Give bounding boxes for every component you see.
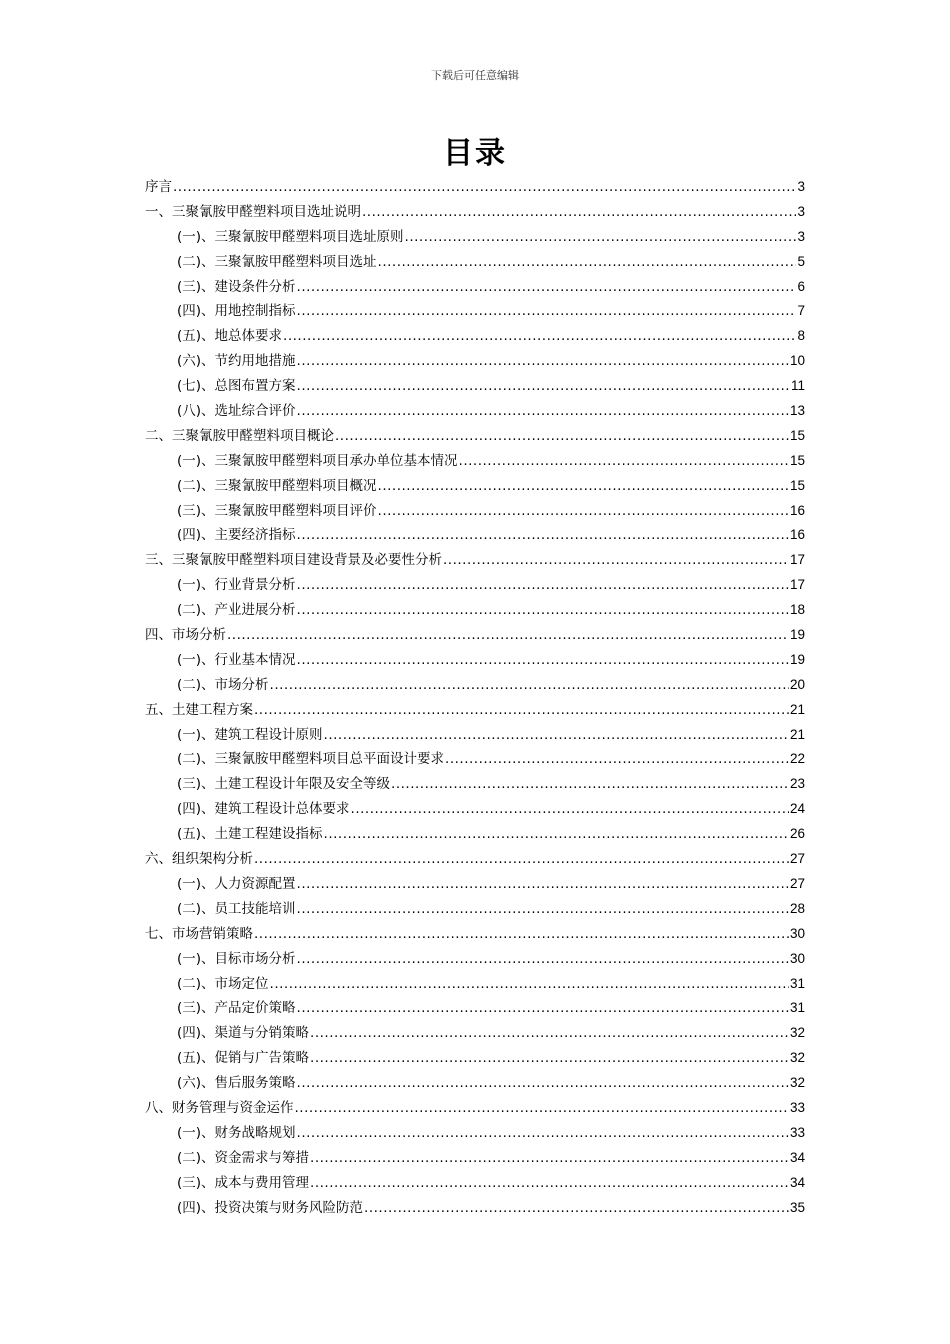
- toc-dot-leader: [362, 200, 796, 225]
- toc-dot-leader: [297, 275, 797, 300]
- toc-dot-leader: [297, 897, 789, 922]
- toc-page-number: 33: [789, 1124, 805, 1140]
- toc-entry[interactable]: [145, 1046, 805, 1071]
- toc-dot-leader: [405, 225, 797, 250]
- toc-dot-leader: [391, 772, 789, 797]
- toc-page-number: 19: [789, 651, 805, 667]
- toc-entry[interactable]: [145, 374, 805, 399]
- toc-entry[interactable]: [145, 1021, 805, 1046]
- toc-entry[interactable]: [145, 1121, 805, 1146]
- toc-entry-text: 五、土建工程方案: [145, 701, 253, 718]
- toc-page-number: 7: [797, 303, 805, 319]
- toc-dot-leader: [297, 374, 790, 399]
- toc-entry[interactable]: [145, 1146, 805, 1171]
- toc-entry-text: (一)、三聚氰胺甲醛塑料项目选址原则: [177, 228, 404, 245]
- toc-entry-text: (二)、三聚氰胺甲醛塑料项目选址: [177, 253, 377, 270]
- toc-entry[interactable]: [145, 872, 805, 897]
- toc-page-number: 21: [789, 726, 805, 742]
- toc-page-number: 17: [789, 577, 805, 593]
- toc-entry[interactable]: [145, 573, 805, 598]
- toc-page-number: 13: [789, 403, 805, 419]
- toc-entry[interactable]: [145, 972, 805, 997]
- header-note: 下载后可任意编辑: [431, 69, 519, 82]
- toc-dot-leader: [310, 1171, 789, 1196]
- toc-entry-text: (五)、地总体要求: [177, 328, 283, 345]
- toc-dot-leader: [173, 175, 796, 200]
- toc-dot-leader: [297, 947, 789, 972]
- toc-dot-leader: [295, 1096, 789, 1121]
- toc-entry-text: (二)、员工技能培训: [177, 900, 296, 917]
- toc-page-number: 15: [789, 452, 805, 468]
- toc-page-number: 19: [789, 627, 805, 643]
- toc-dot-leader: [445, 747, 789, 772]
- toc-entry[interactable]: [145, 897, 805, 922]
- toc-page-number: 22: [789, 751, 805, 767]
- toc-entry-text: (五)、促销与广告策略: [177, 1050, 310, 1067]
- toc-dot-leader: [270, 673, 789, 698]
- toc-dot-leader: [297, 399, 789, 424]
- toc-page-number: 10: [789, 353, 805, 369]
- toc-page-number: 8: [797, 328, 805, 344]
- toc-dot-leader: [254, 847, 789, 872]
- toc-dot-leader: [310, 1046, 789, 1071]
- toc-entry[interactable]: [145, 1071, 805, 1096]
- toc-entry-text: (二)、三聚氰胺甲醛塑料项目概况: [177, 477, 377, 494]
- toc-title: 目录: [443, 136, 507, 171]
- toc-entry-text: 二、三聚氰胺甲醛塑料项目概论: [145, 427, 334, 444]
- toc-page-number: 3: [797, 203, 805, 219]
- toc-entry[interactable]: [145, 698, 805, 723]
- toc-dot-leader: [297, 598, 789, 623]
- toc-entry[interactable]: [145, 175, 805, 200]
- toc-entry[interactable]: [145, 200, 805, 225]
- toc-dot-leader: [459, 449, 789, 474]
- toc-entry[interactable]: [145, 1096, 805, 1121]
- toc-page-number: 31: [789, 1000, 805, 1016]
- toc-entry[interactable]: [145, 797, 805, 822]
- toc-entry-text: (六)、节约用地措施: [177, 353, 296, 370]
- toc-dot-leader: [270, 972, 789, 997]
- toc-dot-leader: [378, 474, 789, 499]
- toc-page-number: 16: [789, 502, 805, 518]
- toc-entry[interactable]: [145, 922, 805, 947]
- toc-dot-leader: [283, 324, 796, 349]
- toc-dot-leader: [351, 797, 789, 822]
- toc-dot-leader: [335, 424, 789, 449]
- toc-page-number: 16: [789, 527, 805, 543]
- toc-entry[interactable]: [145, 1171, 805, 1196]
- toc-entry[interactable]: [145, 723, 805, 748]
- toc-dot-leader: [324, 822, 789, 847]
- toc-dot-leader: [310, 1021, 789, 1046]
- toc-page-number: 34: [789, 1174, 805, 1190]
- toc-entry-text: (四)、投资决策与财务风险防范: [177, 1199, 364, 1216]
- toc-dot-leader: [227, 623, 789, 648]
- toc-page-number: 32: [789, 1050, 805, 1066]
- toc-page-number: 31: [789, 975, 805, 991]
- toc-dot-leader: [297, 523, 789, 548]
- toc-entry-text: (一)、行业背景分析: [177, 577, 296, 594]
- toc-dot-leader: [297, 996, 789, 1021]
- toc-entry-text: 三、三聚氰胺甲醛塑料项目建设背景及必要性分析: [145, 552, 442, 569]
- toc-entry[interactable]: [145, 225, 805, 250]
- toc-entry-text: (四)、主要经济指标: [177, 527, 296, 544]
- toc-entry-text: (一)、三聚氰胺甲醛塑料项目承办单位基本情况: [177, 452, 458, 469]
- toc-dot-leader: [378, 499, 789, 524]
- toc-entry[interactable]: [145, 523, 805, 548]
- toc-entry[interactable]: [145, 772, 805, 797]
- toc-page-number: 23: [789, 776, 805, 792]
- toc-dot-leader: [297, 349, 789, 374]
- toc-entry-text: (八)、选址综合评价: [177, 403, 296, 420]
- toc-page-number: 24: [789, 801, 805, 817]
- toc-entry[interactable]: [145, 548, 805, 573]
- toc-entry[interactable]: [145, 449, 805, 474]
- toc-entry-text: (二)、资金需求与筹措: [177, 1149, 310, 1166]
- toc-page-number: 15: [789, 427, 805, 443]
- toc-entry-text: (四)、建筑工程设计总体要求: [177, 801, 350, 818]
- toc-page-number: 30: [789, 925, 805, 941]
- toc-entry-text: (一)、财务战略规划: [177, 1124, 296, 1141]
- toc-page-number: 6: [797, 278, 805, 294]
- toc-entry-text: (一)、目标市场分析: [177, 950, 296, 967]
- toc-page-number: 28: [789, 900, 805, 916]
- toc-entry-text: (三)、建设条件分析: [177, 278, 296, 295]
- toc-entry-text: (四)、用地控制指标: [177, 303, 296, 320]
- toc-entry[interactable]: [145, 996, 805, 1021]
- toc-entry-text: 四、市场分析: [145, 627, 226, 644]
- toc-entry[interactable]: [145, 349, 805, 374]
- toc-page-number: 30: [789, 950, 805, 966]
- toc-entry[interactable]: [145, 822, 805, 847]
- toc-entry-text: 一、三聚氰胺甲醛塑料项目选址说明: [145, 203, 361, 220]
- toc-dot-leader: [443, 548, 789, 573]
- toc-dot-leader: [297, 299, 797, 324]
- toc-page-number: 11: [790, 378, 805, 394]
- toc-entry-text: (七)、总图布置方案: [177, 378, 296, 395]
- toc-entry-text: (三)、三聚氰胺甲醛塑料项目评价: [177, 502, 377, 519]
- toc-entry-text: 七、市场营销策略: [145, 925, 253, 942]
- toc-page-number: 35: [789, 1199, 805, 1215]
- toc-entry[interactable]: [145, 648, 805, 673]
- toc-entry-text: (三)、成本与费用管理: [177, 1174, 310, 1191]
- toc-page-number: 5: [797, 253, 805, 269]
- toc-entry[interactable]: [145, 324, 805, 349]
- toc-page-number: 27: [789, 851, 805, 867]
- toc-entry-text: 六、组织架构分析: [145, 851, 253, 868]
- toc-dot-leader: [297, 1071, 789, 1096]
- toc-page-number: 33: [789, 1099, 805, 1115]
- toc-dot-leader: [378, 250, 797, 275]
- toc-entry-text: (四)、渠道与分销策略: [177, 1025, 310, 1042]
- toc-entry-text: (五)、土建工程建设指标: [177, 826, 323, 843]
- toc-entry[interactable]: [145, 598, 805, 623]
- toc-entry[interactable]: [145, 275, 805, 300]
- toc-entry[interactable]: [145, 399, 805, 424]
- toc-list: [145, 175, 805, 1220]
- toc-entry-text: (一)、人力资源配置: [177, 875, 296, 892]
- toc-entry[interactable]: [145, 623, 805, 648]
- toc-entry[interactable]: [145, 947, 805, 972]
- toc-entry-text: (二)、市场定位: [177, 975, 269, 992]
- toc-entry-text: (二)、产业进展分析: [177, 602, 296, 619]
- toc-entry[interactable]: [145, 250, 805, 275]
- toc-page-number: 21: [789, 701, 805, 717]
- toc-entry-text: (二)、三聚氰胺甲醛塑料项目总平面设计要求: [177, 751, 445, 768]
- toc-dot-leader: [254, 922, 789, 947]
- toc-page-number: 3: [797, 179, 805, 194]
- toc-entry-text: 八、财务管理与资金运作: [145, 1099, 294, 1116]
- toc-entry[interactable]: [145, 1196, 805, 1221]
- toc-page-number: 27: [789, 875, 805, 891]
- toc-dot-leader: [310, 1146, 789, 1171]
- toc-page-number: 32: [789, 1025, 805, 1041]
- toc-page-number: 20: [789, 676, 805, 692]
- toc-entry-text: (二)、市场分析: [177, 676, 269, 693]
- toc-page-number: 3: [797, 228, 805, 244]
- toc-entry[interactable]: [145, 847, 805, 872]
- toc-entry-text: (一)、行业基本情况: [177, 651, 296, 668]
- toc-entry-text: 序言: [145, 179, 172, 195]
- toc-entry[interactable]: [145, 424, 805, 449]
- toc-page-number: 26: [789, 826, 805, 842]
- toc-entry[interactable]: [145, 499, 805, 524]
- toc-entry[interactable]: [145, 299, 805, 324]
- toc-entry-text: (一)、建筑工程设计原则: [177, 726, 323, 743]
- toc-entry[interactable]: [145, 673, 805, 698]
- toc-page-number: 34: [789, 1149, 805, 1165]
- toc-page-number: 32: [789, 1075, 805, 1091]
- toc-entry-text: (三)、产品定价策略: [177, 1000, 296, 1017]
- toc-page-number: 17: [789, 552, 805, 568]
- toc-page-number: 18: [789, 602, 805, 618]
- toc-dot-leader: [297, 648, 789, 673]
- toc-dot-leader: [297, 1121, 789, 1146]
- toc-dot-leader: [324, 723, 789, 748]
- toc-dot-leader: [364, 1196, 789, 1221]
- toc-entry-text: (六)、售后服务策略: [177, 1075, 296, 1092]
- toc-entry[interactable]: [145, 474, 805, 499]
- toc-dot-leader: [297, 573, 789, 598]
- toc-dot-leader: [254, 698, 789, 723]
- toc-page-number: 15: [789, 477, 805, 493]
- toc-dot-leader: [297, 872, 789, 897]
- toc-entry[interactable]: [145, 747, 805, 772]
- toc-entry-text: (三)、土建工程设计年限及安全等级: [177, 776, 391, 793]
